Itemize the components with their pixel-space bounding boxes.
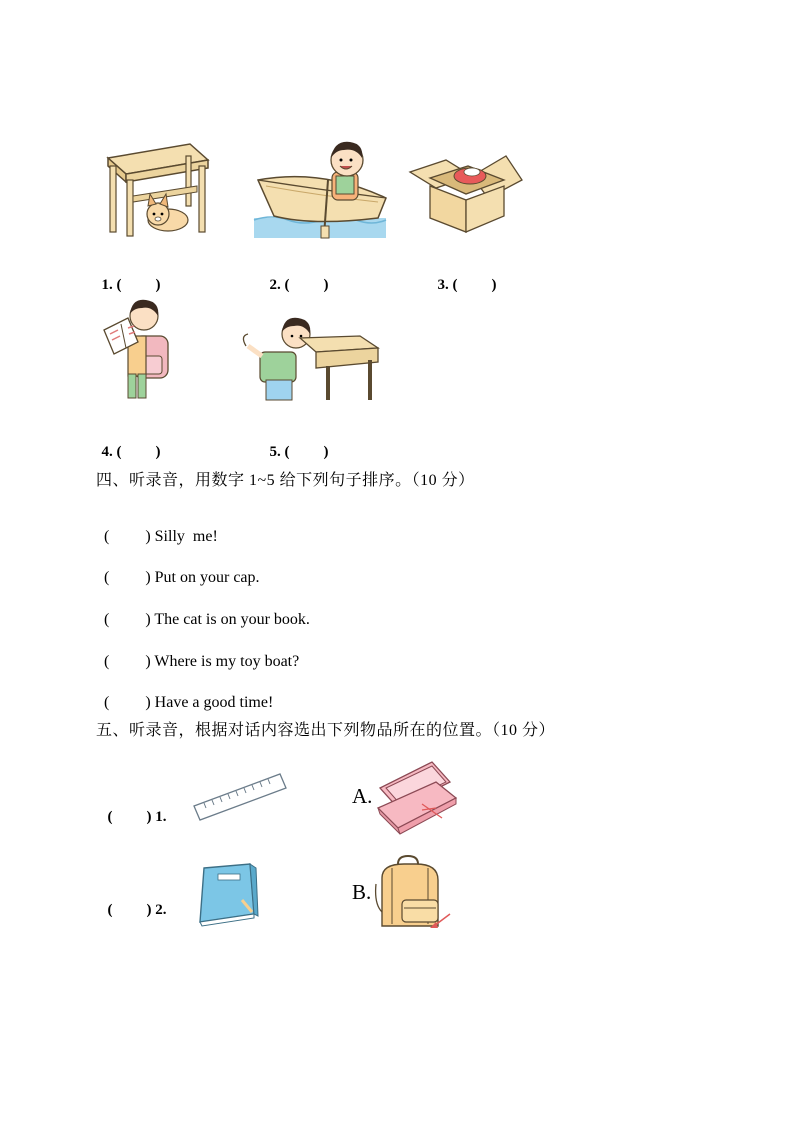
question-1-label — [100, 792, 167, 826]
sentence-text: Have a good time! — [154, 694, 274, 711]
boy-reading-with-backpack-picture — [98, 296, 174, 400]
sentence-open: ( — [104, 653, 110, 670]
ruler-icon — [192, 770, 288, 822]
question-2-number: 2. — [155, 902, 167, 918]
option-b-letter: B. — [352, 880, 372, 904]
sentence-row — [96, 551, 260, 587]
sentence-text: The cat is on your book. — [154, 611, 310, 628]
pencil-box-icon — [376, 758, 458, 836]
sentence-row — [96, 635, 299, 671]
item-1-close: ) — [155, 277, 161, 293]
item-5-number: 5. ( — [269, 444, 290, 460]
question-2-close: ) — [146, 902, 152, 918]
sentence-open: ( — [104, 694, 110, 711]
item-5-label — [262, 427, 329, 461]
item-1-number: 1. ( — [101, 277, 122, 293]
sentence-close: ) — [145, 569, 151, 586]
toy-car-in-box-picture — [406, 150, 526, 234]
question-2-label — [100, 885, 167, 919]
dog-under-table-picture — [100, 140, 212, 240]
item-5-close: ) — [323, 444, 329, 460]
item-4-close: ) — [155, 444, 161, 460]
sentence-row — [96, 676, 273, 712]
option-a-letter: A. — [352, 784, 373, 808]
item-3-label — [430, 260, 497, 294]
item-2-number: 2. ( — [269, 277, 290, 293]
sentence-row — [96, 510, 218, 546]
section-4-heading: 四、听录音，用数字 1~5 给下列句子排序。（10 分） — [96, 472, 475, 489]
sentence-close: ) — [145, 528, 151, 545]
item-3-close: ) — [491, 277, 497, 293]
section-5-heading: 五、听录音，根据对话内容选出下列物品所在的位置。（10 分） — [96, 722, 556, 739]
boy-behind-desk-picture — [240, 316, 380, 402]
item-2-close: ) — [323, 277, 329, 293]
sentence-text: Silly me! — [154, 528, 218, 545]
item-3-number: 3. ( — [437, 277, 458, 293]
boy-rowing-boat-picture — [252, 140, 390, 240]
book-icon — [192, 860, 258, 926]
question-1-number: 1. — [155, 809, 167, 825]
item-4-label — [94, 427, 161, 461]
sentence-open: ( — [104, 528, 110, 545]
question-1-close: ) — [146, 809, 152, 825]
question-2-open: ( — [107, 902, 113, 918]
sentence-close: ) — [145, 611, 151, 628]
question-1-open: ( — [107, 809, 113, 825]
sentence-open: ( — [104, 569, 110, 586]
sentence-text: Where is my toy boat? — [154, 653, 300, 670]
sentence-close: ) — [145, 694, 151, 711]
sentence-close: ) — [145, 653, 151, 670]
sentence-text: Put on your cap. — [154, 569, 260, 586]
item-4-number: 4. ( — [101, 444, 122, 460]
item-1-label — [94, 260, 161, 294]
sentence-row — [96, 593, 310, 629]
sentence-open: ( — [104, 611, 110, 628]
item-2-label — [262, 260, 329, 294]
backpack-icon — [374, 856, 454, 932]
